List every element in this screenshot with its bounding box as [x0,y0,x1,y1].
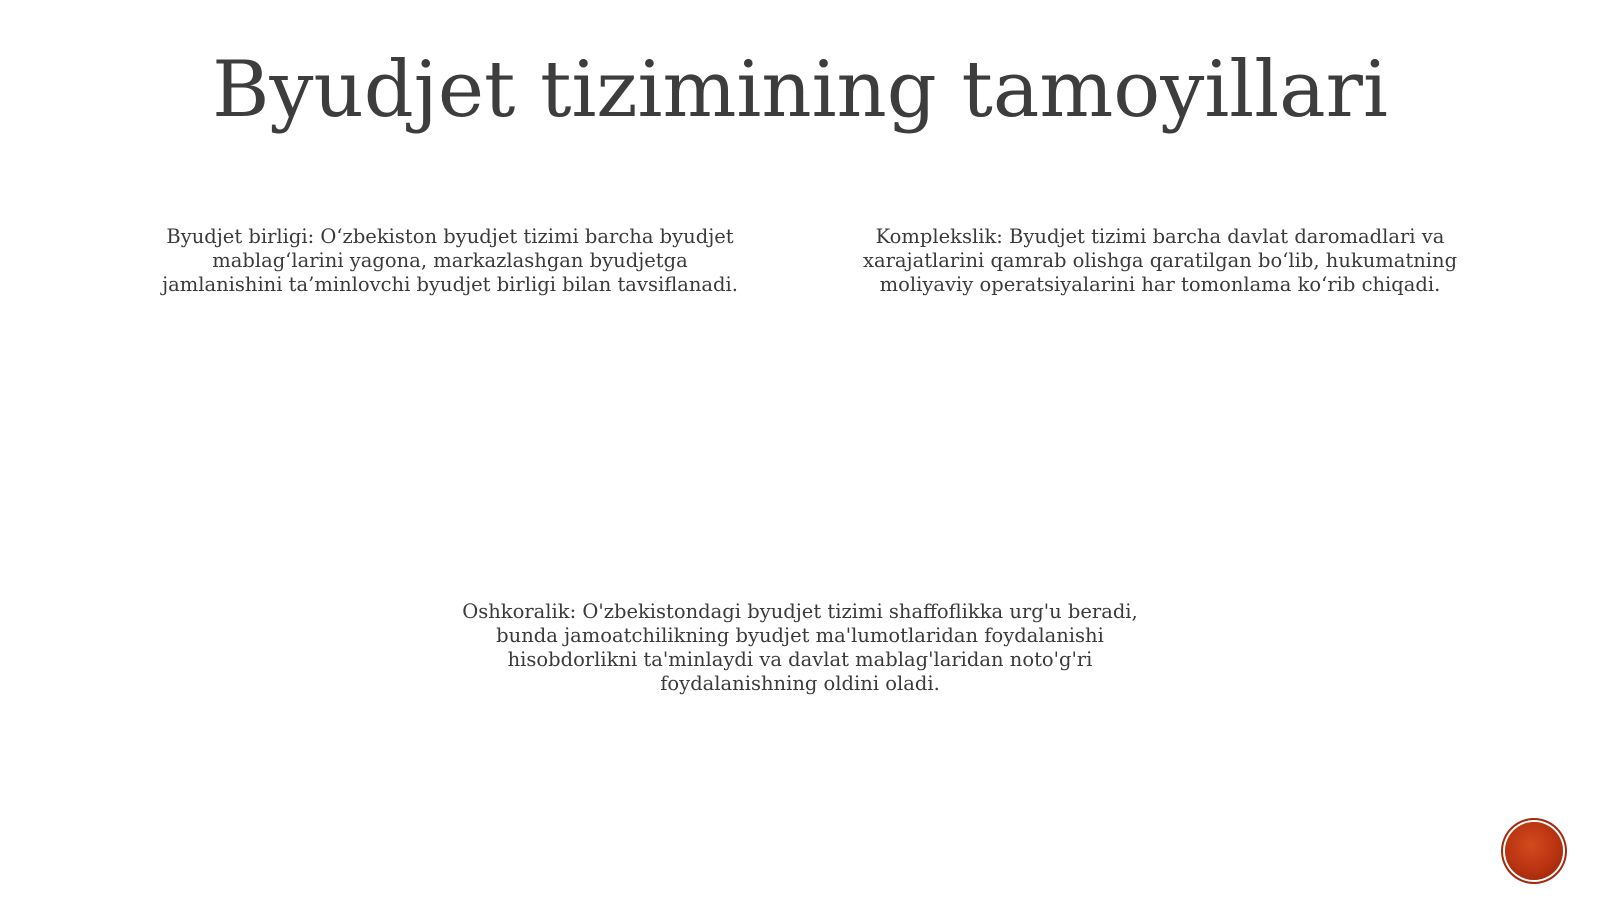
principle-budget-unity: Byudjet birligi: O‘zbekiston byudjet tizimi barcha byudjet mablag‘larini yagona, markazlashgan byudjetga jamlanishini ta’minlovchi byudjet birligi bilan tavsiflanadi. [162,225,738,296]
circle-button-icon[interactable] [1505,822,1563,880]
slide-title: Byudjet tizimining tamoyillari [212,45,1388,135]
principle-transparency: Oshkoralik: O'zbekistondagi byudjet tizimi shaffoflikka urg'u beradi, bunda jamoatchilikning byudjet ma'lumotlaridan foydalanishi hisobdorlikni ta'minlaydi va davlat mablag'laridan noto'g'ri foydalanishning oldini oladi. [462,600,1138,695]
principle-completeness: Komplekslik: Byudjet tizimi barcha davlat daromadlari va xarajatlarini qamrab olishga qaratilgan bo‘lib, hukumatning moliyaviy operatsiyalarini har tomonlama ko‘rib chiqadi. [862,225,1458,296]
